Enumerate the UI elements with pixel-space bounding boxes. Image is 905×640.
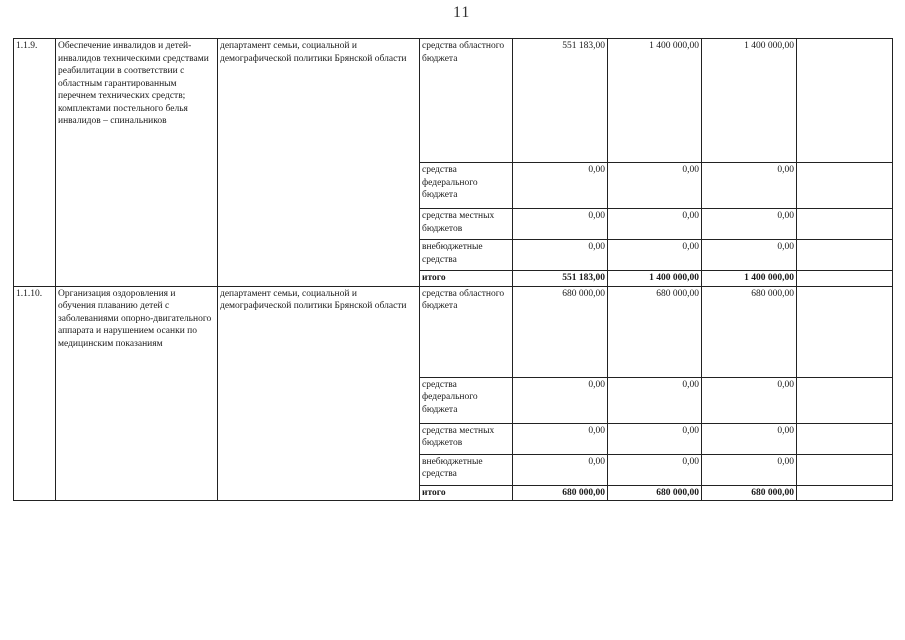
empty-cell [797,454,893,485]
executor: департамент семьи, социальной и демографической политики Брянской области [218,39,420,287]
executor: департамент семьи, социальной и демографической политики Брянской области [218,286,420,501]
amount-cell: 0,00 [702,423,797,454]
table-row [14,286,893,377]
amount-cell: 1 400 000,00 [608,39,702,163]
total-amount: 551 183,00 [513,271,608,287]
empty-cell [797,163,893,209]
measure-number: 1.1.10. [14,286,56,501]
amount-cell: 0,00 [608,240,702,271]
amount-cell: 1 400 000,00 [702,39,797,163]
total-amount: 680 000,00 [608,485,702,501]
empty-cell [797,209,893,240]
amount-cell: 0,00 [702,163,797,209]
total-amount: 680 000,00 [702,485,797,501]
measure-name: Организация оздоровления и обучения плаванию детей с заболеваниями опорно-двигательного аппарата и нарушением осанки по медицинским показаниям [56,286,218,501]
funding-source: средства областного бюджета [420,286,513,377]
budget-table [13,38,893,501]
amount-cell: 0,00 [608,377,702,423]
funding-source: средства федерального бюджета [420,163,513,209]
funding-source: внебюджетные средства [420,240,513,271]
amount-cell: 551 183,00 [513,39,608,163]
total-label: итого [420,485,513,501]
funding-source: средства местных бюджетов [420,423,513,454]
amount-cell: 680 000,00 [513,286,608,377]
empty-cell [797,485,893,501]
amount-cell: 0,00 [702,454,797,485]
amount-cell: 0,00 [608,209,702,240]
amount-cell: 680 000,00 [702,286,797,377]
amount-cell: 680 000,00 [608,286,702,377]
funding-source: внебюджетные средства [420,454,513,485]
funding-source: средства федерального бюджета [420,377,513,423]
empty-cell [797,286,893,377]
amount-cell: 0,00 [702,240,797,271]
amount-cell: 0,00 [608,163,702,209]
page-number: 11 [453,4,471,21]
total-label: итого [420,271,513,287]
empty-cell [797,271,893,287]
measure-number: 1.1.9. [14,39,56,287]
total-amount: 1 400 000,00 [702,271,797,287]
amount-cell: 0,00 [608,454,702,485]
amount-cell: 0,00 [702,209,797,240]
empty-cell [797,240,893,271]
total-amount: 680 000,00 [513,485,608,501]
total-amount: 1 400 000,00 [608,271,702,287]
table-row [14,39,893,163]
funding-source: средства областного бюджета [420,39,513,163]
measure-name: Обеспечение инвалидов и детей-инвалидов техническими средствами реабилитации в соответствии с областным гарантированным перечнем технических средств; комплектами постельного белья инвалидов – спинальников [56,39,218,287]
amount-cell: 0,00 [513,240,608,271]
amount-cell: 0,00 [608,423,702,454]
amount-cell: 0,00 [513,423,608,454]
amount-cell: 0,00 [513,377,608,423]
empty-cell [797,377,893,423]
funding-source: средства местных бюджетов [420,209,513,240]
empty-cell [797,39,893,163]
empty-cell [797,423,893,454]
amount-cell: 0,00 [702,377,797,423]
amount-cell: 0,00 [513,163,608,209]
amount-cell: 0,00 [513,209,608,240]
amount-cell: 0,00 [513,454,608,485]
